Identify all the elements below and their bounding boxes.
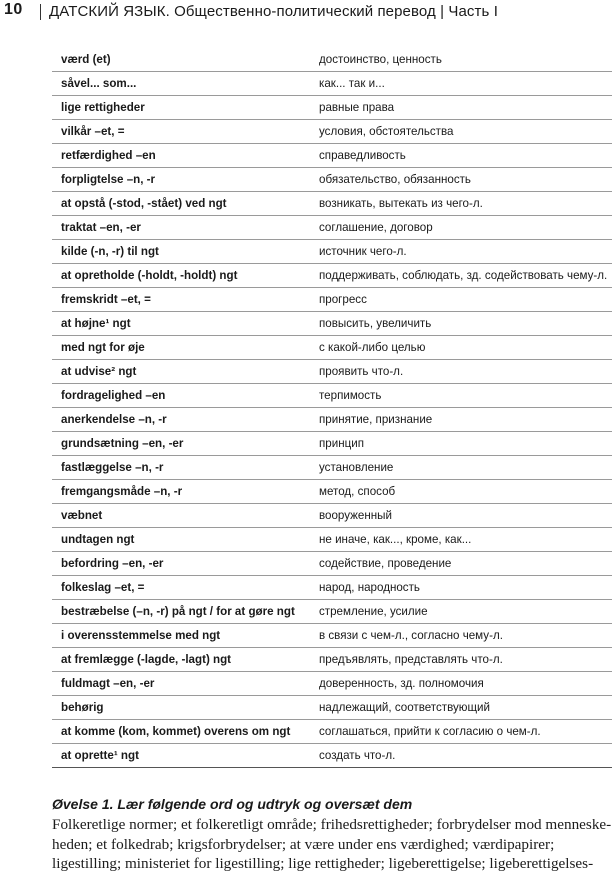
russian-translation: как... так и... <box>319 77 385 90</box>
vocab-row <box>52 48 612 72</box>
danish-term: at højne¹ ngt <box>61 317 131 330</box>
vocabulary-table <box>52 48 612 768</box>
vocab-row <box>52 192 612 216</box>
russian-translation: справедливость <box>319 149 406 162</box>
vocab-row <box>52 648 612 672</box>
danish-term: fordragelighed –en <box>61 389 166 402</box>
russian-translation: источник чего-л. <box>319 245 407 258</box>
vocab-row <box>52 744 612 768</box>
vocab-row <box>52 264 612 288</box>
vocab-row <box>52 288 612 312</box>
danish-term: kilde (-n, -r) til ngt <box>61 245 159 258</box>
exercise-line: heden; et folkedrab; krigsforbrydelser; at være under ens værdighed; værdipapirer; <box>52 835 555 853</box>
russian-translation: содействие, проведение <box>319 557 452 570</box>
danish-term: at opretholde (-holdt, -holdt) ngt <box>61 269 238 282</box>
vocab-row <box>52 72 612 96</box>
danish-term: at oprette¹ ngt <box>61 749 139 762</box>
danish-term: traktat –en, -er <box>61 221 141 234</box>
vocab-row <box>52 480 612 504</box>
danish-term: med ngt for øje <box>61 341 145 354</box>
danish-term: at udvise² ngt <box>61 365 137 378</box>
danish-term: lige rettigheder <box>61 101 145 114</box>
russian-translation: соглашение, договор <box>319 221 433 234</box>
danish-term: befordring –en, -er <box>61 557 164 570</box>
russian-translation: достоинство, ценность <box>319 53 442 66</box>
russian-translation: создать что-л. <box>319 749 396 762</box>
russian-translation: принцип <box>319 437 364 450</box>
page-number: 10 <box>4 1 23 18</box>
exercise-line: ligestilling; ministeriet for ligestilling; lige rettigheder; ligeberettigelse; ligeberettigelses- <box>52 855 594 872</box>
vocab-row <box>52 120 612 144</box>
vocab-row <box>52 168 612 192</box>
vocab-row <box>52 720 612 744</box>
russian-translation: не иначе, как..., кроме, как... <box>319 533 472 546</box>
russian-translation: возникать, вытекать из чего-л. <box>319 197 483 210</box>
vocab-row <box>52 144 612 168</box>
vocab-row <box>52 528 612 552</box>
danish-term: forpligtelse –n, -r <box>61 173 156 186</box>
vocab-row <box>52 432 612 456</box>
vocab-row <box>52 408 612 432</box>
vocab-row <box>52 624 612 648</box>
vocab-row <box>52 360 612 384</box>
russian-translation: соглашаться, прийти к согласию о чем-л. <box>319 725 541 738</box>
exercise-body <box>52 815 612 874</box>
russian-translation: прогресс <box>319 293 367 306</box>
russian-translation: вооруженный <box>319 509 392 522</box>
russian-translation: надлежащий, соответствующий <box>319 701 490 714</box>
danish-term: såvel... som... <box>61 77 137 90</box>
russian-translation: условия, обстоятельства <box>319 125 454 138</box>
vocab-row <box>52 384 612 408</box>
header-divider <box>40 4 41 20</box>
vocab-row <box>52 456 612 480</box>
running-title: ДАТСКИЙ ЯЗЫК. Общественно-политический перевод | Часть I <box>49 3 498 20</box>
russian-translation: метод, способ <box>319 485 396 498</box>
danish-term: fremskridt –et, = <box>61 293 151 306</box>
russian-translation: с какой-либо целью <box>319 341 426 354</box>
russian-translation: равные права <box>319 101 395 114</box>
vocab-row <box>52 576 612 600</box>
danish-term: at komme (kom, kommet) overens om ngt <box>61 725 291 738</box>
russian-translation: поддерживать, соблюдать, зд. содействовать чему-л. <box>319 269 608 282</box>
vocab-row <box>52 552 612 576</box>
vocab-row <box>52 96 612 120</box>
vocab-row <box>52 696 612 720</box>
russian-translation: повысить, увеличить <box>319 317 432 330</box>
danish-term: fremgangsmåde –n, -r <box>61 485 183 498</box>
russian-translation: обязательство, обязанность <box>319 173 471 186</box>
danish-term: folkeslag –et, = <box>61 581 145 594</box>
vocab-row <box>52 312 612 336</box>
danish-term: at opstå (-stod, -stået) ved ngt <box>61 197 227 210</box>
vocab-row <box>52 336 612 360</box>
russian-translation: установление <box>319 461 394 474</box>
danish-term: i overensstemmelse med ngt <box>61 629 221 642</box>
danish-term: anerkendelse –n, -r <box>61 413 167 426</box>
danish-term: behørig <box>61 701 104 714</box>
russian-translation: принятие, признание <box>319 413 433 426</box>
danish-term: grundsætning –en, -er <box>61 437 184 450</box>
danish-term: at fremlægge (-lagde, -lagt) ngt <box>61 653 232 666</box>
russian-translation: терпимость <box>319 389 382 402</box>
danish-term: fuldmagt –en, -er <box>61 677 155 690</box>
danish-term: værd (et) <box>61 53 111 66</box>
russian-translation: стремление, усилие <box>319 605 428 618</box>
vocab-row <box>52 504 612 528</box>
russian-translation: предъявлять, представлять что-л. <box>319 653 503 666</box>
russian-translation: народ, народность <box>319 581 420 594</box>
russian-translation: доверенность, зд. полномочия <box>319 677 484 690</box>
danish-term: undtagen ngt <box>61 533 135 546</box>
danish-term: vilkår –et, = <box>61 125 125 138</box>
danish-term: fastlæggelse –n, -r <box>61 461 164 474</box>
danish-term: retfærdighed –en <box>61 149 156 162</box>
russian-translation: проявить что-л. <box>319 365 404 378</box>
vocab-row <box>52 216 612 240</box>
vocab-row <box>52 240 612 264</box>
vocab-row <box>52 672 612 696</box>
danish-term: væbnet <box>61 509 103 522</box>
danish-term: bestræbelse (–n, -r) på ngt / for at gøre ngt <box>61 605 295 618</box>
page-header <box>0 0 615 24</box>
exercise-title: Øvelse 1. Lær følgende ord og udtryk og oversæt dem <box>52 796 413 812</box>
russian-translation: в связи с чем-л., согласно чему-л. <box>319 629 503 642</box>
exercise-line: Folkeretlige normer; et folkeretligt område; frihedsrettigheder; forbrydelser mod menneske- <box>52 816 612 833</box>
vocab-row <box>52 600 612 624</box>
